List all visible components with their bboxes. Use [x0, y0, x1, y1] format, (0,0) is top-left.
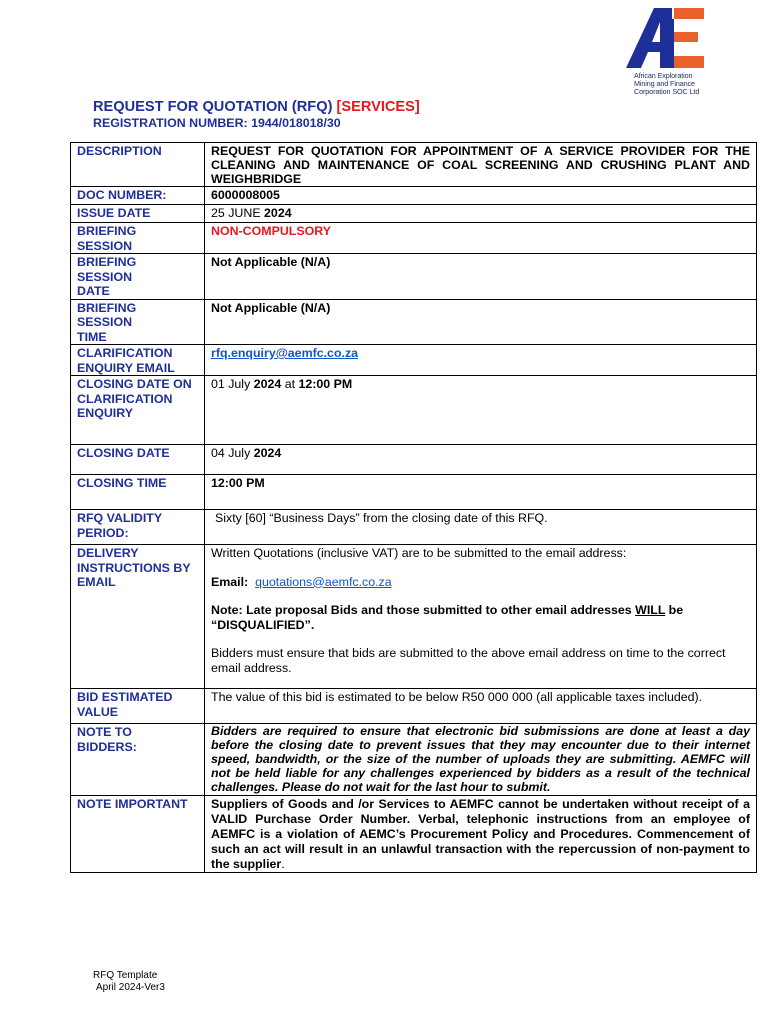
value-delivery	[205, 545, 757, 689]
logo-caption: African Exploration Mining and Finance Corporation SOC Ltd	[634, 71, 700, 97]
aemfc-logo-mark-icon	[626, 6, 704, 74]
clarification-email-link[interactable]: rfq.enquiry@aemfc.co.za	[211, 346, 359, 360]
footer-version: April 2024-Ver3	[96, 981, 165, 993]
label-doc-number: DOC NUMBER:	[71, 187, 205, 205]
value-clarification-email	[205, 345, 757, 376]
row-briefing-date	[71, 254, 757, 300]
label-note-important: NOTE IMPORTANT	[71, 795, 205, 872]
row-briefing-session	[71, 223, 757, 254]
delivery-intro: Written Quotations (inclusive VAT) are to be submitted to the email address:	[211, 546, 627, 560]
label-briefing-time: BRIEFING SESSION TIME	[71, 299, 205, 345]
footer-template-name: RFQ Template	[93, 970, 158, 981]
label-closing-clarification: CLOSING DATE ON CLARIFICATION ENQUIRY	[71, 376, 205, 445]
value-briefing-session: NON-COMPULSORY	[205, 223, 757, 254]
value-briefing-time: Not Applicable (N/A)	[205, 299, 757, 345]
label-delivery: DELIVERY INSTRUCTIONS BY EMAIL	[71, 545, 205, 689]
value-note-important: Suppliers of Goods and /or Services to AEMFC cannot be undertaken without receipt of a VALID Purchase Order Number. Verbal, telephonic instructions from an employee of AEMFC is a violation of AEMC’s Procurement Policy and Procedures. Commencement of such an act will result in an unlawful transaction with the repercussion of non-payment to the supplier.	[205, 795, 757, 872]
row-closing-time	[71, 475, 757, 510]
value-closing-clarification: 01 July 2024 at 12:00 PM	[205, 376, 757, 445]
label-briefing-date: BRIEFING SESSION DATE	[71, 254, 205, 300]
quotations-email-link[interactable]: quotations@aemfc.co.za	[255, 574, 392, 589]
row-note-important	[71, 795, 757, 872]
delivery-email-line: Email: quotations@aemfc.co.za	[211, 574, 392, 589]
row-closing-date	[71, 445, 757, 475]
delivery-closing-note: Bidders must ensure that bids are submitted to the above email address on time to the correct email address.	[211, 646, 726, 675]
label-issue-date: ISSUE DATE	[71, 205, 205, 223]
page-footer	[93, 970, 165, 993]
row-validity	[71, 510, 757, 545]
row-issue-date	[71, 205, 757, 223]
row-doc-number	[71, 187, 757, 205]
registration-number: REGISTRATION NUMBER: 1944/018018/30	[93, 116, 341, 130]
label-clarification-email: CLARIFICATION ENQUIRY EMAIL	[71, 345, 205, 376]
rfq-details-table	[70, 142, 757, 873]
label-description: DESCRIPTION	[71, 143, 205, 187]
value-doc-number: 6000008005	[205, 187, 757, 205]
value-bid-value: The value of this bid is estimated to be below R50 000 000 (all applicable taxes included).	[205, 689, 757, 724]
value-closing-date: 04 July 2024	[205, 445, 757, 475]
label-note-bidders: NOTE TO BIDDERS:	[71, 724, 205, 796]
services-tag: [SERVICES]	[336, 99, 420, 115]
label-briefing-session: BRIEFING SESSION	[71, 223, 205, 254]
label-closing-time: CLOSING TIME	[71, 475, 205, 510]
value-issue-date: 25 JUNE 2024	[205, 205, 757, 223]
row-description	[71, 143, 757, 187]
label-bid-value: BID ESTIMATED VALUE	[71, 689, 205, 724]
value-validity: Sixty [60] “Business Days” from the closing date of this RFQ.	[205, 510, 757, 545]
value-note-bidders: Bidders are required to ensure that electronic bid submissions are done at least a day before the closing date to prevent issues that they may encounter due to their internet speed, bandwidth, or the size of the number of uploads they are submitting. AEMFC will not be held liable for any challenges experienced by bidders as a result of the technical challenges. Please do not wait for the last hour to submit.	[205, 724, 757, 796]
page-title: REQUEST FOR QUOTATION (RFQ) [SERVICES]	[93, 99, 420, 115]
label-validity: RFQ VALIDITY PERIOD:	[71, 510, 205, 545]
label-closing-date: CLOSING DATE	[71, 445, 205, 475]
row-delivery	[71, 545, 757, 689]
aemfc-logo	[596, 0, 714, 100]
row-note-bidders	[71, 724, 757, 796]
row-closing-clarification	[71, 376, 757, 445]
delivery-late-note: Note: Late proposal Bids and those submitted to other email addresses WILL be “DISQUALIFIED”.	[211, 603, 684, 632]
row-briefing-time	[71, 299, 757, 345]
value-briefing-date: Not Applicable (N/A)	[205, 254, 757, 300]
value-closing-time: 12:00 PM	[205, 475, 757, 510]
row-bid-value	[71, 689, 757, 724]
row-clarification-email	[71, 345, 757, 376]
value-description: REQUEST FOR QUOTATION FOR APPOINTMENT OF A SERVICE PROVIDER FOR THE CLEANING AND MAINTENANCE OF COAL SCREENING AND CRUSHING PLANT AND WEIGHBRIDGE	[205, 143, 757, 187]
